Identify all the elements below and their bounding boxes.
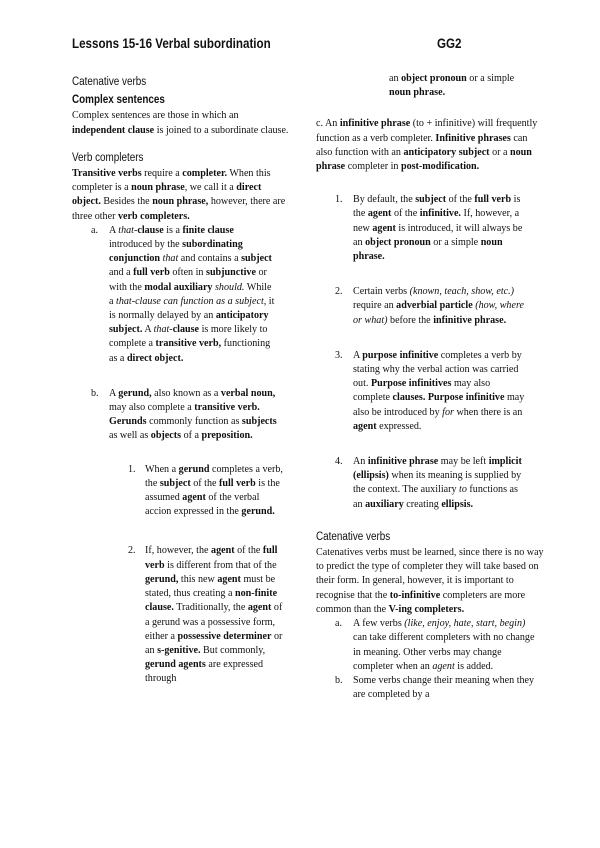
list-item-c4	[335, 455, 528, 512]
para-verb-completers: Transitive verbs require a completer. When this completer is a noun phrase, we call it a direct object. Besides the noun phrase, however, there are three other verb completers.	[72, 168, 286, 222]
page-title: Lessons 15-16 Verbal subordination	[72, 36, 271, 51]
list-item-text: Some verbs change their meaning when they are completed by a	[353, 674, 535, 701]
list-item-c3	[335, 349, 528, 434]
heading-catenative-verbs: Catenative verbs	[72, 76, 147, 88]
para-continued: an object pronoun or a simple noun phrase.	[389, 73, 515, 99]
para-complex-sentences: Complex sentences are those in which an independent clause is joined to a subordinate clause.	[72, 110, 289, 136]
list-marker: a.	[91, 224, 99, 236]
list-item-c1	[335, 193, 528, 264]
heading-catenative-verbs-2: Catenative verbs	[316, 530, 391, 543]
list-marker: 3.	[335, 349, 343, 361]
list-item-text: An infinitive phrase may be left implicit (ellipsis) when its meaning is supplied by the context. The auxiliary to functions as an auxiliary creating ellipsis.	[353, 456, 522, 510]
list-item-ra	[335, 617, 541, 674]
list-item-b1	[128, 463, 283, 520]
heading-verb-completers: Verb completers	[72, 151, 144, 164]
list-item-b2	[128, 544, 283, 686]
list-marker: 2.	[128, 545, 136, 557]
list-marker: b.	[335, 674, 343, 686]
list-marker: 4.	[335, 456, 343, 468]
list-marker: b.	[91, 387, 99, 399]
para-infinitive-phrase: c. An infinitive phrase (to + infinitive) will frequently function as a verb completer. Infinitive phrases can also function with an anticipatory subject or a noun phrase completer in post-modification.	[316, 118, 538, 173]
list-item-text: A purpose infinitive completes a verb by stating why the verbal action was carried out. Purpose infinitives may also complete clauses. Purpose infinitive may also be introduced by for when there is an agent expressed.	[353, 349, 525, 432]
list-item-text: A that-clause is a finite clause introduced by the subordinating conjunction that and contains a subject and a full verb often in subjunctive or with the modal auxiliary should. While a that-clause can function as a subject, it is normally delayed by an anticipatory subject. A that-clause is more likely to complete a transitive verb, functioning as a direct object.	[109, 224, 275, 364]
course-code: GG2	[437, 36, 462, 51]
list-item-text: A gerund, also known as a verbal noun, may also complete a transitive verb. Gerunds commonly function as subjects as well as objects of a preposition.	[109, 387, 277, 442]
para-catenative-verbs: Catenatives verbs must be learned, since there is no way to predict the type of completer they will take based on their form. In general, however, it is important to recognise that the to-infinitive completers are more common than the V-ing completers.	[316, 547, 544, 615]
list-marker: a.	[335, 618, 343, 630]
list-item-a	[91, 224, 277, 366]
list-item-text: By default, the subject of the full verb is the agent of the infinitive. If, however, a new agent is introduced, it will always be an object pronoun or a simple noun phrase.	[353, 194, 523, 263]
list-item-c2	[335, 285, 528, 328]
heading-complex-sentences: Complex sentences	[72, 94, 165, 107]
list-item-text: If, however, the agent of the full verb is different from that of the gerund, this new agent must be stated, thus creating a non-finite clause. Traditionally, the agent of a gerund was a possessive form, either a possessive determiner or an s-genitive. But commonly, gerund agents are expressed through	[145, 545, 283, 685]
list-item-text: Certain verbs (known, teach, show, etc.) require an adverbial particle (how, where or what) before the infinitive phrase.	[353, 286, 524, 326]
list-item-b	[91, 387, 281, 444]
left-column	[72, 72, 290, 687]
list-marker: 2.	[335, 286, 343, 298]
right-column	[316, 72, 546, 702]
list-marker: 1.	[128, 463, 136, 475]
list-marker: 1.	[335, 194, 343, 206]
list-item-text: When a gerund completes a verb, the subject of the full verb is the assumed agent of the verbal accion expressed in the gerund.	[145, 463, 283, 518]
list-item-text: A few verbs (like, enjoy, hate, start, begin) can take different completers with no change in meaning. Other verbs may change completer when an agent is added.	[353, 618, 535, 672]
list-item-rb	[335, 674, 541, 702]
